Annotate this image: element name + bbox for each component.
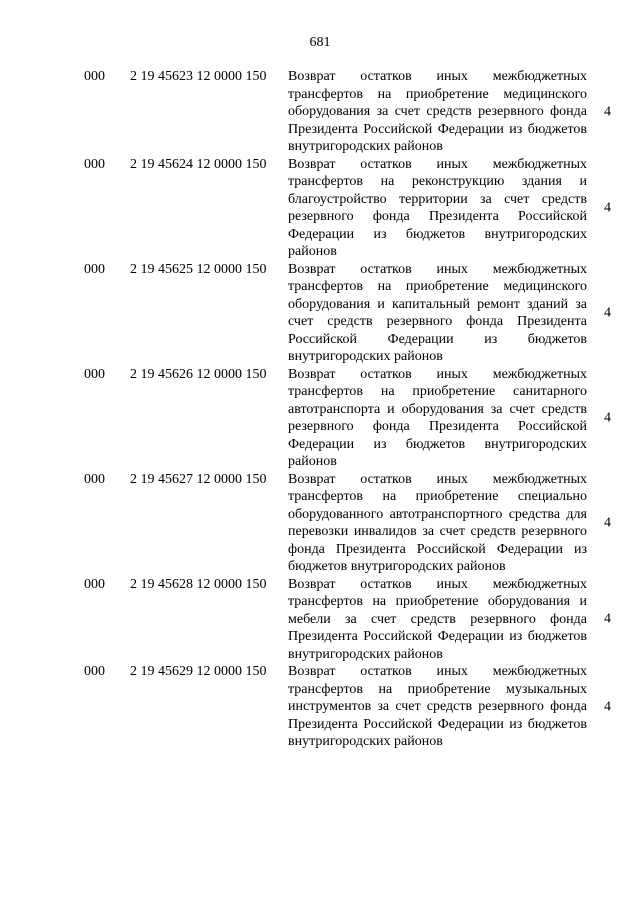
value-cell: 4: [604, 515, 611, 531]
value-cell: 4: [604, 410, 611, 426]
page-number: 681: [309, 35, 331, 50]
budget-code-cell: 2 19 45625 12 0000 150: [130, 261, 267, 277]
description-cell: Возврат остатков иных межбюджетных трансфертов на приобретение медицинского оборудования и капитальный ремонт зданий за счет средств резервного фонда Президента Российской Федерации из бюджетов внутригородских районов: [288, 261, 587, 364]
value-cell: 4: [604, 699, 611, 714]
admin-code-cell: 000: [84, 471, 105, 487]
budget-code-table: [0, 68, 640, 751]
budget-code-cell: 2 19 45627 12 0000 150: [130, 471, 267, 487]
value-cell: 4: [604, 200, 611, 216]
table-row: [0, 663, 640, 751]
value-cell: 4: [604, 104, 611, 119]
admin-code-cell: 000: [84, 664, 105, 679]
value-cell: 4: [604, 305, 611, 321]
description-cell: Возврат остатков иных межбюджетных трансфертов на приобретение специально оборудованного автотранспортного средства для перевозки инвалидов за счет средств резервного фонда Президента Российской Федерации из бюджетов внутригородских районов: [288, 471, 587, 574]
admin-code-cell: 000: [84, 576, 105, 592]
table-row: [0, 68, 640, 156]
table-row: [0, 156, 640, 261]
budget-code-cell: 2 19 45626 12 0000 150: [130, 366, 267, 382]
description-cell: Возврат остатков иных межбюджетных трансфертов на реконструкцию здания и благоустройство территории за счет средств резервного фонда Президента Российской Федерации из бюджетов внутригородских районов: [288, 156, 587, 259]
table-row: [0, 261, 640, 366]
admin-code-cell: 000: [84, 366, 105, 382]
admin-code-cell: 000: [84, 69, 105, 84]
table-row: [0, 576, 640, 664]
description-cell: Возврат остатков иных межбюджетных трансфертов на приобретение музыкальных инструментов за счет средств резервного фонда Президента Российской Федерации из бюджетов внутригородских районов: [288, 664, 587, 749]
description-cell: Возврат остатков иных межбюджетных трансфертов на приобретение оборудования и мебели за счет средств резервного фонда Президента Российской Федерации из бюджетов внутригородских районов: [288, 576, 587, 662]
budget-code-cell: 2 19 45624 12 0000 150: [130, 156, 267, 172]
admin-code-cell: 000: [84, 156, 105, 172]
budget-code-cell: 2 19 45623 12 0000 150: [130, 69, 267, 84]
value-cell: 4: [604, 611, 611, 627]
budget-code-cell: 2 19 45628 12 0000 150: [130, 576, 267, 592]
table-row: [0, 471, 640, 576]
budget-code-cell: 2 19 45629 12 0000 150: [130, 664, 267, 679]
description-cell: Возврат остатков иных межбюджетных трансфертов на приобретение санитарного автотранспорта и оборудования за счет средств резервного фонда Президента Российской Федерации из бюджетов внутригородских районов: [288, 366, 587, 469]
admin-code-cell: 000: [84, 261, 105, 277]
table-row: [0, 366, 640, 471]
description-cell: Возврат остатков иных межбюджетных трансфертов на приобретение медицинского оборудования за счет средств резервного фонда Президента Российской Федерации из бюджетов внутригородских районов: [288, 69, 587, 154]
